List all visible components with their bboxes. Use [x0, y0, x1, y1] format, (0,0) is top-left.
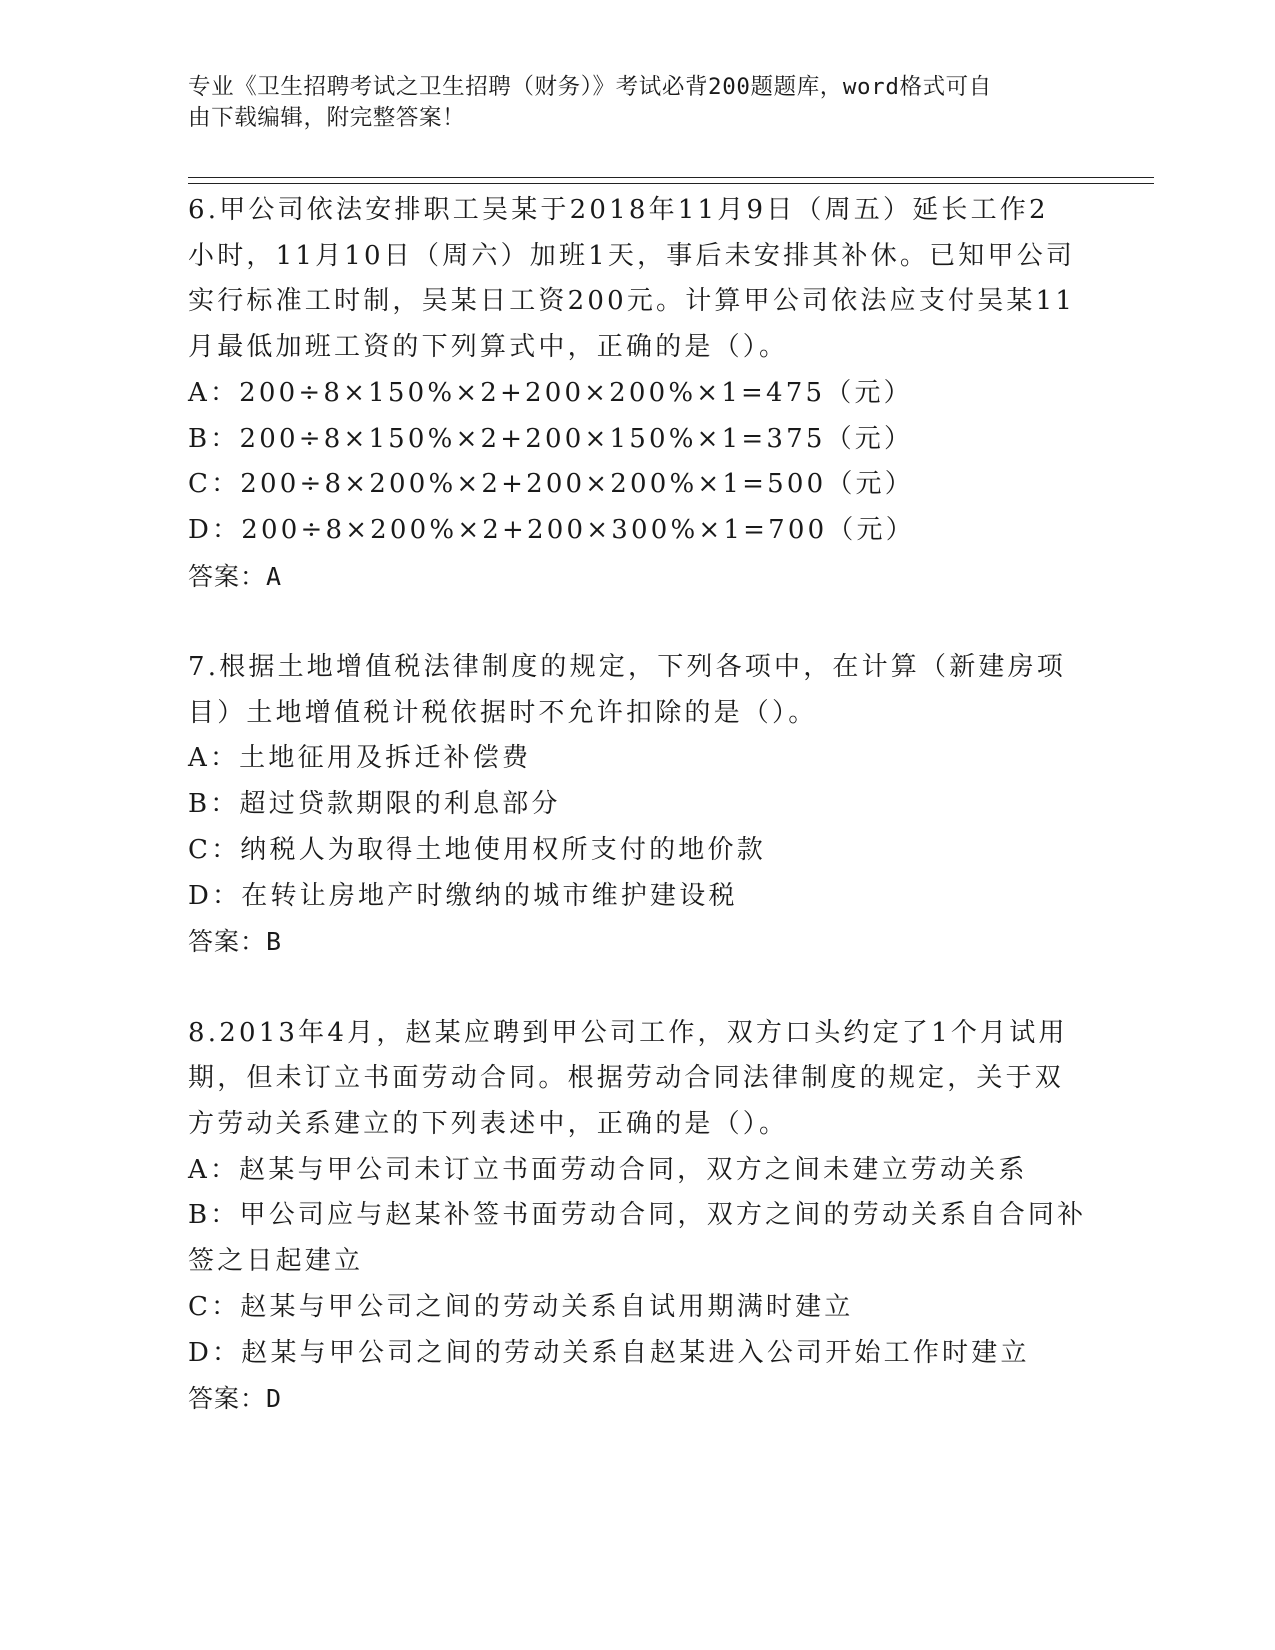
question-text-line: 目）土地增值税计税依据时不允许扣除的是（）。: [188, 697, 818, 728]
option-a: A：赵某与甲公司未订立书面劳动合同，双方之间未建立劳动关系: [188, 1154, 1028, 1185]
question-text-line: 7.根据土地增值税法律制度的规定，下列各项中，在计算（新建房项: [188, 652, 1067, 683]
option-a: A：土地征用及拆迁补偿费: [188, 743, 532, 774]
question-6: [188, 188, 1088, 599]
header-line-1: 专业《卫生招聘考试之卫生招聘（财务）》考试必背200题题库，word格式可自: [188, 74, 992, 100]
option-d: D：在转让房地产时缴纳的城市维护建设税: [188, 880, 738, 911]
document-header: [188, 72, 1068, 134]
answer-label: 答案：A: [188, 561, 283, 591]
option-b: B：200÷8×150%×2+200×150%×1=375（元）: [188, 423, 914, 454]
option-b: B：甲公司应与赵某补签书面劳动合同，双方之间的劳动关系自合同补: [188, 1200, 1087, 1231]
question-text-line: 方劳动关系建立的下列表述中，正确的是（）。: [188, 1109, 789, 1140]
header-divider-top: [188, 177, 1154, 178]
question-text-line: 8.2013年4月，赵某应聘到甲公司工作，双方口头约定了1个月试用: [188, 1017, 1068, 1048]
question-text-line: 月最低加班工资的下列算式中，正确的是（）。: [188, 332, 789, 363]
option-b-continued: 签之日起建立: [188, 1246, 364, 1277]
question-text-line: 6.甲公司依法安排职工吴某于2018年11月9日（周五）延长工作2: [188, 195, 1049, 225]
answer-label: 答案：B: [188, 927, 283, 957]
option-b: B：超过贷款期限的利息部分: [188, 789, 561, 820]
option-a: A：200÷8×150%×2+200×200%×1=475（元）: [188, 377, 913, 408]
question-text-line: 期，但未订立书面劳动合同。根据劳动合同法律制度的规定，关于双: [188, 1063, 1065, 1094]
question-7: [188, 645, 1088, 965]
option-c: C：200÷8×200%×2+200×200%×1=500（元）: [188, 469, 914, 500]
answer-label: 答案：D: [188, 1384, 283, 1414]
option-c: C：赵某与甲公司之间的劳动关系自试用期满时建立: [188, 1291, 854, 1322]
question-list: [188, 188, 1088, 1468]
question-text-line: 实行标准工时制，吴某日工资200元。计算甲公司依法应支付吴某11: [188, 286, 1076, 317]
option-d: D：赵某与甲公司之间的劳动关系自赵某进入公司开始工作时建立: [188, 1337, 1030, 1368]
header-line-2: 由下载编辑，附完整答案！: [188, 105, 466, 131]
option-c: C：纳税人为取得土地使用权所支付的地价款: [188, 834, 766, 865]
option-d: D：200÷8×200%×2+200×300%×1=700（元）: [188, 514, 915, 545]
question-8: [188, 1011, 1088, 1422]
question-text-line: 小时，11月10日（周六）加班1天，事后未安排其补休。已知甲公司: [188, 240, 1076, 271]
header-divider-bottom: [188, 183, 1154, 184]
